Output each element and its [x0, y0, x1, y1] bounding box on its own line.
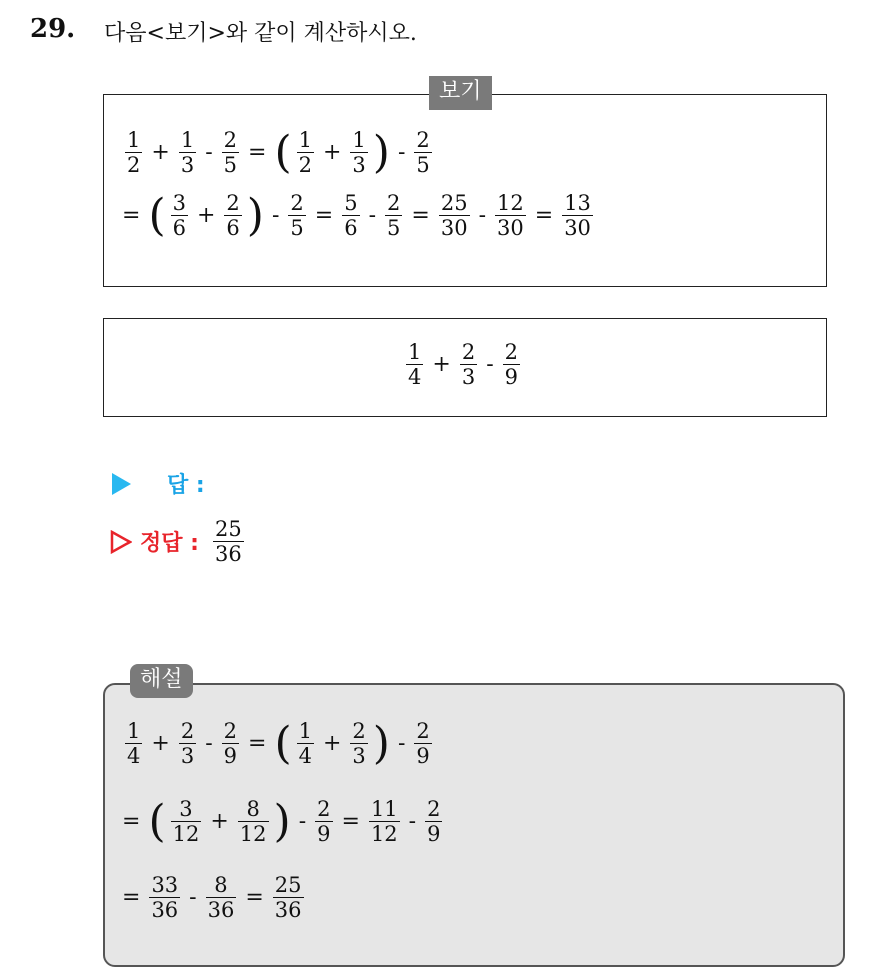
- right-paren: ): [372, 126, 390, 178]
- operator: -: [189, 885, 197, 910]
- correct-answer-fraction: $\frac{25}{36}$: [214, 517, 242, 566]
- solution-line-2: [122, 797, 445, 846]
- operator: +: [196, 203, 216, 228]
- fraction: $\frac{2}{9}$: [416, 719, 430, 768]
- left-paren: (: [274, 126, 292, 178]
- fraction: $\frac{3}{6}$: [172, 191, 186, 240]
- question-text: 다음<보기>와 같이 계산하시오.: [104, 21, 417, 46]
- fraction: $\frac{11}{12}$: [370, 797, 398, 846]
- fraction: $\frac{1}{4}$: [127, 719, 141, 768]
- fraction: $\frac{25}{30}$: [440, 191, 468, 240]
- operator: -: [205, 731, 213, 756]
- fraction: $\frac{1}{3}$: [352, 128, 366, 177]
- fraction: $\frac{1}{4}$: [298, 719, 312, 768]
- example-line-1: [122, 128, 435, 177]
- correct-answer-row: [110, 517, 247, 566]
- answer-label: 답 :: [167, 473, 205, 498]
- question-number: 29.: [30, 14, 76, 44]
- operator: +: [210, 809, 229, 834]
- fraction: $\frac{25}{36}$: [274, 873, 302, 922]
- fraction: $\frac{2}{9}$: [427, 797, 441, 846]
- equals-sign: =: [122, 885, 141, 910]
- left-paren: (: [274, 717, 292, 769]
- operator: -: [368, 203, 377, 228]
- fraction: $\frac{2}{6}$: [226, 191, 240, 240]
- fraction: $\frac{2}{3}$: [352, 719, 366, 768]
- equals-sign: =: [314, 203, 334, 228]
- operator: +: [432, 352, 451, 377]
- operator: -: [271, 203, 280, 228]
- fraction: $\frac{1}{2}$: [127, 128, 141, 177]
- right-paren: ): [372, 717, 390, 769]
- operator: -: [397, 731, 406, 756]
- fraction: $\frac{3}{12}$: [172, 797, 200, 846]
- fraction: $\frac{5}{6}$: [344, 191, 358, 240]
- outline-triangle-icon: [110, 530, 132, 554]
- fraction: $\frac{2}{9}$: [504, 340, 518, 389]
- fraction: $\frac{2}{5}$: [416, 128, 430, 177]
- equals-sign: =: [534, 203, 554, 228]
- operator: +: [151, 731, 170, 756]
- fraction: $\frac{1}{3}$: [180, 128, 195, 177]
- fraction: $\frac{8}{36}$: [207, 873, 235, 922]
- fraction: $\frac{12}{30}$: [497, 191, 524, 240]
- left-paren: (: [148, 795, 166, 847]
- equals-sign: =: [248, 731, 267, 756]
- fraction: $\frac{2}{5}$: [290, 191, 304, 240]
- operator: -: [486, 352, 494, 377]
- correct-answer-label: 정답 :: [140, 531, 199, 556]
- equals-sign: =: [411, 203, 430, 228]
- fraction: $\frac{2}{9}$: [317, 797, 331, 846]
- operator: -: [298, 809, 307, 834]
- fraction: $\frac{2}{9}$: [223, 719, 237, 768]
- fraction: $\frac{1}{4}$: [408, 340, 422, 389]
- equals-sign: =: [341, 809, 360, 834]
- fraction: $\frac{2}{3}$: [180, 719, 195, 768]
- play-triangle-icon: [112, 473, 131, 495]
- equals-sign: =: [245, 885, 264, 910]
- equals-sign: =: [122, 809, 141, 834]
- problem-expression: [403, 340, 523, 389]
- fraction: $\frac{1}{2}$: [298, 128, 312, 177]
- equals-sign: =: [248, 140, 267, 165]
- example-tag: 보기: [429, 76, 492, 110]
- example-line-2: [122, 191, 596, 240]
- fraction: $\frac{2}{5}$: [387, 191, 401, 240]
- equals-sign: =: [122, 203, 141, 228]
- right-paren: ): [273, 795, 291, 847]
- fraction: $\frac{2}{3}$: [461, 340, 476, 389]
- solution-line-1: [122, 719, 435, 768]
- right-paren: ): [246, 189, 264, 241]
- answer-row: [112, 468, 205, 499]
- operator: -: [478, 203, 487, 228]
- fraction: $\frac{2}{5}$: [223, 128, 237, 177]
- solution-line-3: [122, 873, 307, 922]
- fraction: $\frac{13}{30}$: [564, 191, 591, 240]
- operator: +: [322, 140, 342, 165]
- left-paren: (: [148, 189, 166, 241]
- fraction: $\frac{33}{36}$: [151, 873, 179, 922]
- operator: +: [151, 140, 170, 165]
- operator: -: [397, 140, 406, 165]
- fraction: $\frac{8}{12}$: [239, 797, 267, 846]
- operator: -: [408, 809, 417, 834]
- operator: +: [322, 731, 342, 756]
- solution-tag: 해설: [130, 664, 193, 698]
- operator: -: [205, 140, 213, 165]
